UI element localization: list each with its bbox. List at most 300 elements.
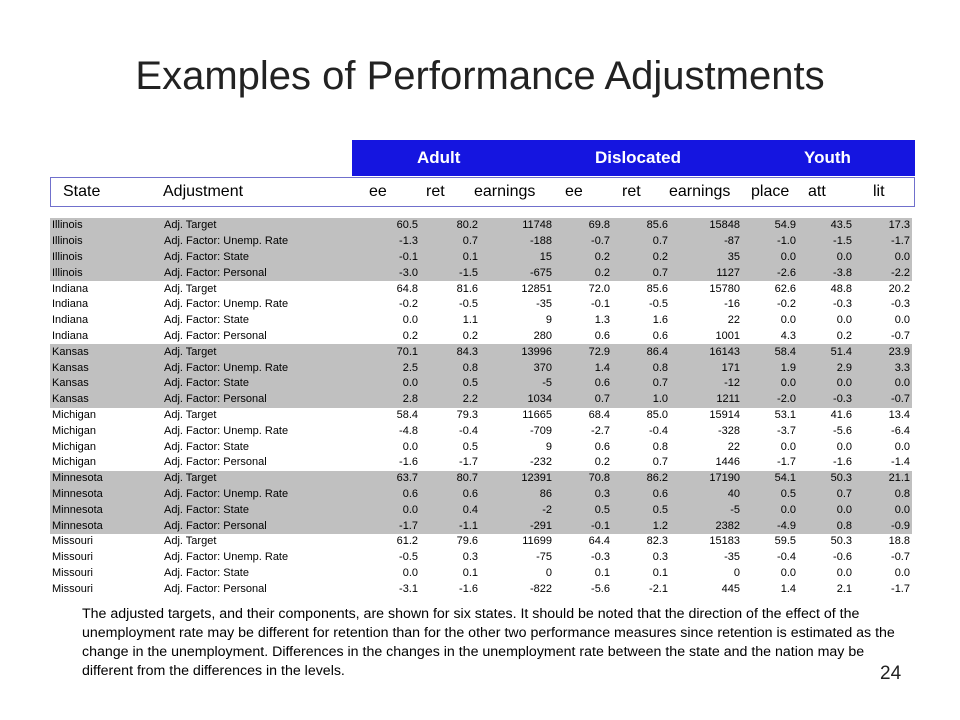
cell-value: 0.0: [780, 566, 796, 579]
cell-value: 9: [545, 314, 552, 327]
cell-value: 0.1: [420, 250, 480, 266]
cell-value: 70.8: [554, 471, 612, 487]
cell-value: 1.0: [612, 392, 670, 408]
col-header-dislocated-earnings: earnings: [669, 183, 731, 200]
col-header-dislocated-ee: ee: [565, 183, 583, 200]
cell-value: 64.4: [588, 535, 610, 548]
cell-value: 0.3: [462, 551, 478, 564]
cell-value: -1.6: [833, 456, 852, 469]
cell-value: 1034: [480, 392, 554, 408]
cell-value: 85.0: [646, 408, 668, 421]
footnote-text: The adjusted targets, and their components, are shown for six states. It should be noted that the direction of the effect of the unemployment rate may be different for retention than for the other two performance measures since retention is estimated as the change in the unemployment. Differences in the changes in the unemployment rate between the state and the nation may be different from the differences in the levels.: [82, 606, 895, 679]
cell-value: -1.6: [399, 456, 418, 469]
cell-value: 68.4: [588, 408, 610, 421]
group-header-dislocated: Dislocated: [595, 148, 681, 167]
cell-value: -0.1: [591, 298, 610, 311]
cell-state: Minnesota: [50, 502, 162, 518]
table-row: [50, 581, 912, 597]
cell-adjustment: Adj. Factor: State: [164, 314, 249, 327]
cell-value: -35: [536, 298, 552, 311]
cell-value: 81.6: [456, 282, 478, 295]
cell-value: 0.8: [854, 487, 912, 503]
cell-value: 0.0: [836, 566, 852, 579]
cell-value: 0.5: [420, 376, 480, 392]
cell-value: -0.3: [798, 392, 854, 408]
cell-adjustment: Adj. Factor: State: [162, 250, 358, 266]
cell-value: 41.6: [830, 408, 852, 421]
col-header-adult-ee: ee: [369, 183, 387, 200]
cell-value: 0.3: [554, 487, 612, 503]
cell-value: 0.0: [402, 314, 418, 327]
cell-value: 0.4: [420, 502, 480, 518]
cell-state: Kansas: [50, 344, 162, 360]
cell-value: 59.5: [774, 535, 796, 548]
cell-value: 15183: [709, 535, 740, 548]
cell-value: 0.7: [798, 487, 854, 503]
col-header-youth-lit: lit: [873, 183, 885, 200]
cell-value: -5.6: [591, 582, 610, 595]
cell-value: -1.7: [854, 234, 912, 250]
cell-value: 0.7: [420, 234, 480, 250]
cell-state: Michigan: [52, 408, 97, 421]
cell-value: -87: [670, 234, 742, 250]
table-row: [50, 566, 912, 582]
cell-value: 1.6: [652, 314, 668, 327]
cell-value: 63.7: [358, 471, 420, 487]
cell-state: Michigan: [52, 456, 97, 469]
cell-adjustment: Adj. Factor: Personal: [162, 265, 358, 281]
cell-value: 0.0: [402, 566, 418, 579]
cell-value: 0.8: [612, 360, 670, 376]
cell-adjustment: Adj. Factor: Personal: [164, 456, 267, 469]
cell-value: 0.6: [594, 329, 610, 342]
cell-adjustment: Adj. Factor: Personal: [164, 582, 267, 595]
cell-value: 79.3: [456, 408, 478, 421]
cell-value: 0.2: [836, 329, 852, 342]
cell-value: 0.5: [612, 502, 670, 518]
cell-value: 51.4: [798, 344, 854, 360]
cell-value: 54.1: [742, 471, 798, 487]
cell-value: 80.2: [420, 218, 480, 234]
cell-value: 0.0: [402, 440, 418, 453]
cell-value: 0.5: [462, 440, 478, 453]
cell-value: -5: [480, 376, 554, 392]
table-row: [50, 297, 912, 313]
cell-state: Indiana: [52, 314, 89, 327]
cell-value: 0.6: [554, 376, 612, 392]
cell-adjustment: Adj. Factor: Personal: [164, 329, 267, 342]
cell-value: 58.4: [396, 408, 418, 421]
cell-value: -1.6: [459, 582, 478, 595]
table-row: [50, 250, 912, 266]
table-row: [50, 487, 912, 503]
cell-value: 80.7: [420, 471, 480, 487]
cell-value: -75: [536, 551, 552, 564]
cell-value: -4.8: [399, 424, 418, 437]
cell-value: 280: [533, 329, 552, 342]
cell-value: 48.8: [830, 282, 852, 295]
cell-value: 85.6: [612, 218, 670, 234]
cell-value: 0.2: [612, 250, 670, 266]
cell-state: Missouri: [52, 551, 93, 564]
cell-value: -3.8: [798, 265, 854, 281]
table-row: [50, 344, 912, 360]
cell-adjustment: Adj. Factor: State: [164, 566, 249, 579]
cell-state: Minnesota: [50, 487, 162, 503]
cell-value: 0.7: [612, 234, 670, 250]
cell-value: 35: [670, 250, 742, 266]
cell-value: -0.2: [399, 298, 418, 311]
table-row: [50, 392, 912, 408]
cell-value: -0.4: [649, 424, 668, 437]
column-header-bar: [50, 177, 915, 207]
table-row: [50, 471, 912, 487]
cell-value: -822: [529, 582, 552, 595]
cell-value: 0.0: [742, 376, 798, 392]
cell-adjustment: Adj. Factor: Unemp. Rate: [164, 424, 289, 437]
cell-value: 13996: [480, 344, 554, 360]
cell-value: 1.1: [462, 314, 478, 327]
cell-value: -2.7: [591, 424, 610, 437]
cell-state: Illinois: [50, 234, 162, 250]
cell-value: 0.6: [652, 329, 668, 342]
cell-value: 0.0: [894, 314, 910, 327]
cell-value: 84.3: [420, 344, 480, 360]
col-header-adult-ret: ret: [426, 183, 445, 200]
table-row: [50, 313, 912, 329]
table-row: [50, 550, 912, 566]
cell-value: -1.5: [420, 265, 480, 281]
cell-value: -1.0: [742, 234, 798, 250]
cell-value: 1127: [670, 265, 742, 281]
cell-value: -232: [529, 456, 552, 469]
cell-value: 13.4: [888, 408, 910, 421]
table-row: [50, 423, 912, 439]
group-header-bar: [352, 140, 915, 176]
cell-value: 15: [480, 250, 554, 266]
cell-value: -0.1: [358, 250, 420, 266]
cell-value: 0.2: [554, 265, 612, 281]
cell-value: 1.4: [554, 360, 612, 376]
cell-value: 0.8: [652, 440, 668, 453]
cell-state: Minnesota: [50, 518, 162, 534]
cell-value: -0.7: [891, 551, 910, 564]
cell-state: Minnesota: [50, 471, 162, 487]
cell-value: 16143: [670, 344, 742, 360]
col-header-adult-earnings: earnings: [474, 183, 536, 200]
group-header-youth: Youth: [804, 148, 851, 167]
cell-value: 22: [727, 314, 740, 327]
cell-value: 54.9: [742, 218, 798, 234]
cell-value: 0.0: [894, 440, 910, 453]
table-row: [50, 265, 912, 281]
cell-value: 2.1: [836, 582, 852, 595]
cell-value: 0.0: [836, 440, 852, 453]
cell-value: -1.3: [358, 234, 420, 250]
cell-value: 69.8: [554, 218, 612, 234]
cell-value: 0.7: [554, 392, 612, 408]
cell-value: -12: [670, 376, 742, 392]
cell-value: 11665: [522, 408, 552, 421]
cell-adjustment: Adj. Target: [164, 408, 217, 421]
cell-value: 0: [733, 566, 740, 579]
cell-value: 0.7: [612, 376, 670, 392]
cell-value: -0.9: [854, 518, 912, 534]
table-row: [50, 360, 912, 376]
cell-value: 2382: [670, 518, 742, 534]
table-row: [50, 534, 912, 550]
cell-value: 0.3: [652, 551, 668, 564]
cell-value: -1.5: [798, 234, 854, 250]
cell-value: -675: [480, 265, 554, 281]
cell-value: -0.4: [777, 551, 796, 564]
col-header-adjustment: Adjustment: [163, 183, 244, 200]
table-row: [50, 502, 912, 518]
cell-value: -1.7: [777, 456, 796, 469]
cell-value: -1.7: [891, 582, 910, 595]
cell-value: 40: [670, 487, 742, 503]
cell-value: 1211: [670, 392, 742, 408]
cell-value: 50.3: [830, 535, 852, 548]
cell-value: 0.0: [358, 502, 420, 518]
table-row: [50, 376, 912, 392]
cell-value: 2.5: [358, 360, 420, 376]
cell-state: Kansas: [50, 360, 162, 376]
cell-value: 58.4: [742, 344, 798, 360]
cell-value: 15780: [709, 282, 740, 295]
cell-value: 2.2: [420, 392, 480, 408]
cell-value: 79.6: [456, 535, 478, 548]
cell-value: -1.4: [891, 456, 910, 469]
cell-value: 1.2: [612, 518, 670, 534]
col-header-youth-att: att: [808, 183, 826, 200]
cell-value: 0.0: [798, 376, 854, 392]
cell-value: -0.2: [777, 298, 796, 311]
cell-value: 0.8: [798, 518, 854, 534]
cell-adjustment: Adj. Factor: State: [162, 502, 358, 518]
cell-value: -0.4: [459, 424, 478, 437]
cell-adjustment: Adj. Factor: State: [164, 440, 249, 453]
cell-value: 72.9: [554, 344, 612, 360]
cell-value: 370: [480, 360, 554, 376]
cell-value: 0.1: [652, 566, 668, 579]
cell-value: 0.6: [612, 487, 670, 503]
cell-state: Kansas: [50, 392, 162, 408]
cell-value: -0.7: [554, 234, 612, 250]
cell-adjustment: Adj. Factor: Unemp. Rate: [162, 360, 358, 376]
cell-state: Michigan: [52, 440, 97, 453]
cell-value: 86: [480, 487, 554, 503]
cell-value: 23.9: [854, 344, 912, 360]
cell-value: -5.6: [833, 424, 852, 437]
cell-adjustment: Adj. Factor: Unemp. Rate: [162, 234, 358, 250]
cell-state: Illinois: [50, 265, 162, 281]
cell-value: -0.3: [891, 298, 910, 311]
cell-value: -1.7: [459, 456, 478, 469]
cell-adjustment: Adj. Factor: Personal: [162, 392, 358, 408]
cell-value: -2.1: [649, 582, 668, 595]
table-row: [50, 455, 912, 471]
cell-value: 18.8: [888, 535, 910, 548]
cell-value: 0.8: [420, 360, 480, 376]
cell-value: 64.8: [396, 282, 418, 295]
adjustment-table: [50, 218, 912, 597]
cell-state: Michigan: [52, 424, 97, 437]
cell-value: 9: [545, 440, 552, 453]
cell-value: 0.6: [358, 487, 420, 503]
cell-value: 1.3: [594, 314, 610, 327]
cell-value: 0.2: [402, 329, 418, 342]
cell-value: -16: [724, 298, 740, 311]
cell-value: -2: [480, 502, 554, 518]
cell-adjustment: Adj. Factor: Personal: [162, 518, 358, 534]
cell-value: -1.1: [420, 518, 480, 534]
cell-value: -1.7: [358, 518, 420, 534]
cell-value: 0.0: [854, 376, 912, 392]
col-header-dislocated-ret: ret: [622, 183, 641, 200]
cell-value: 1.9: [742, 360, 798, 376]
cell-value: -3.1: [399, 582, 418, 595]
cell-state: Indiana: [52, 298, 89, 311]
cell-value: 0.0: [836, 314, 852, 327]
cell-value: -2.2: [854, 265, 912, 281]
cell-value: 17190: [670, 471, 742, 487]
col-header-youth-place: place: [751, 183, 790, 200]
group-header-adult: Adult: [417, 148, 461, 167]
cell-value: 0.0: [780, 314, 796, 327]
cell-value: 0.0: [854, 502, 912, 518]
cell-value: -0.6: [833, 551, 852, 564]
cell-value: 0.0: [798, 250, 854, 266]
cell-value: -6.4: [891, 424, 910, 437]
cell-value: -4.9: [742, 518, 798, 534]
cell-value: 0.1: [594, 566, 610, 579]
cell-value: 12851: [521, 282, 552, 295]
cell-state: Illinois: [50, 218, 162, 234]
cell-value: -0.3: [833, 298, 852, 311]
cell-value: 0.0: [798, 502, 854, 518]
cell-value: 0.0: [742, 502, 798, 518]
cell-value: 53.1: [774, 408, 796, 421]
cell-value: 0.0: [894, 566, 910, 579]
cell-value: 0.2: [554, 250, 612, 266]
cell-state: Indiana: [52, 329, 89, 342]
table-row: [50, 439, 912, 455]
cell-value: -0.7: [854, 392, 912, 408]
cell-adjustment: Adj. Factor: Unemp. Rate: [164, 298, 289, 311]
cell-value: 0.6: [420, 487, 480, 503]
cell-value: 72.0: [588, 282, 610, 295]
cell-value: 0.1: [462, 566, 478, 579]
cell-value: -291: [480, 518, 554, 534]
cell-value: 15848: [670, 218, 742, 234]
cell-adjustment: Adj. Factor: Unemp. Rate: [162, 487, 358, 503]
cell-value: -5: [670, 502, 742, 518]
cell-value: 17.3: [854, 218, 912, 234]
col-header-state: State: [63, 183, 101, 200]
cell-adjustment: Adj. Target: [162, 344, 358, 360]
cell-value: -3.7: [777, 424, 796, 437]
cell-value: -0.3: [591, 551, 610, 564]
cell-value: 2.9: [798, 360, 854, 376]
cell-state: Missouri: [52, 566, 93, 579]
cell-value: 12391: [480, 471, 554, 487]
table-row: [50, 329, 912, 345]
cell-value: 20.2: [888, 282, 910, 295]
cell-value: 0.0: [854, 250, 912, 266]
cell-value: 2.8: [358, 392, 420, 408]
cell-value: -35: [724, 551, 740, 564]
cell-state: Missouri: [52, 582, 93, 595]
cell-value: -0.1: [554, 518, 612, 534]
cell-value: 1446: [715, 456, 740, 469]
cell-value: 445: [721, 582, 740, 595]
page-number: 24: [880, 663, 902, 684]
page-title: Examples of Performance Adjustments: [135, 54, 825, 98]
cell-value: 11699: [522, 535, 552, 548]
cell-value: 3.3: [854, 360, 912, 376]
cell-value: 60.5: [358, 218, 420, 234]
cell-value: 86.4: [612, 344, 670, 360]
cell-value: -0.7: [891, 329, 910, 342]
cell-value: -2.6: [742, 265, 798, 281]
cell-adjustment: Adj. Target: [164, 535, 217, 548]
cell-value: -709: [529, 424, 552, 437]
cell-value: 70.1: [358, 344, 420, 360]
cell-value: 22: [727, 440, 740, 453]
cell-value: 0.7: [612, 265, 670, 281]
cell-adjustment: Adj. Factor: State: [162, 376, 358, 392]
cell-adjustment: Adj. Factor: Unemp. Rate: [164, 551, 289, 564]
cell-value: 15914: [709, 408, 740, 421]
cell-value: 86.2: [612, 471, 670, 487]
cell-value: 0.0: [742, 250, 798, 266]
cell-value: 62.6: [774, 282, 796, 295]
cell-value: -2.0: [742, 392, 798, 408]
cell-value: 11748: [480, 218, 554, 234]
cell-value: -328: [717, 424, 740, 437]
table-row: [50, 218, 912, 234]
cell-value: 171: [670, 360, 742, 376]
cell-value: 0.2: [594, 456, 610, 469]
cell-state: Kansas: [50, 376, 162, 392]
cell-value: 0.2: [462, 329, 478, 342]
cell-value: -0.5: [399, 551, 418, 564]
cell-state: Missouri: [52, 535, 93, 548]
cell-value: 61.2: [396, 535, 418, 548]
cell-value: 4.3: [780, 329, 796, 342]
cell-value: 43.5: [798, 218, 854, 234]
cell-adjustment: Adj. Target: [162, 471, 358, 487]
cell-value: 1.4: [780, 582, 796, 595]
cell-value: -188: [480, 234, 554, 250]
cell-value: 50.3: [798, 471, 854, 487]
cell-value: -3.0: [358, 265, 420, 281]
cell-adjustment: Adj. Target: [162, 218, 358, 234]
cell-adjustment: Adj. Target: [164, 282, 217, 295]
cell-value: 0.5: [742, 487, 798, 503]
cell-value: 0.0: [358, 376, 420, 392]
table-row: [50, 281, 912, 297]
cell-value: 0.6: [594, 440, 610, 453]
cell-value: 0.7: [652, 456, 668, 469]
table-row: [50, 234, 912, 250]
cell-value: 82.3: [646, 535, 668, 548]
table-row: [50, 518, 912, 534]
cell-value: 1001: [715, 329, 740, 342]
cell-value: 0.5: [554, 502, 612, 518]
cell-state: Indiana: [52, 282, 89, 295]
